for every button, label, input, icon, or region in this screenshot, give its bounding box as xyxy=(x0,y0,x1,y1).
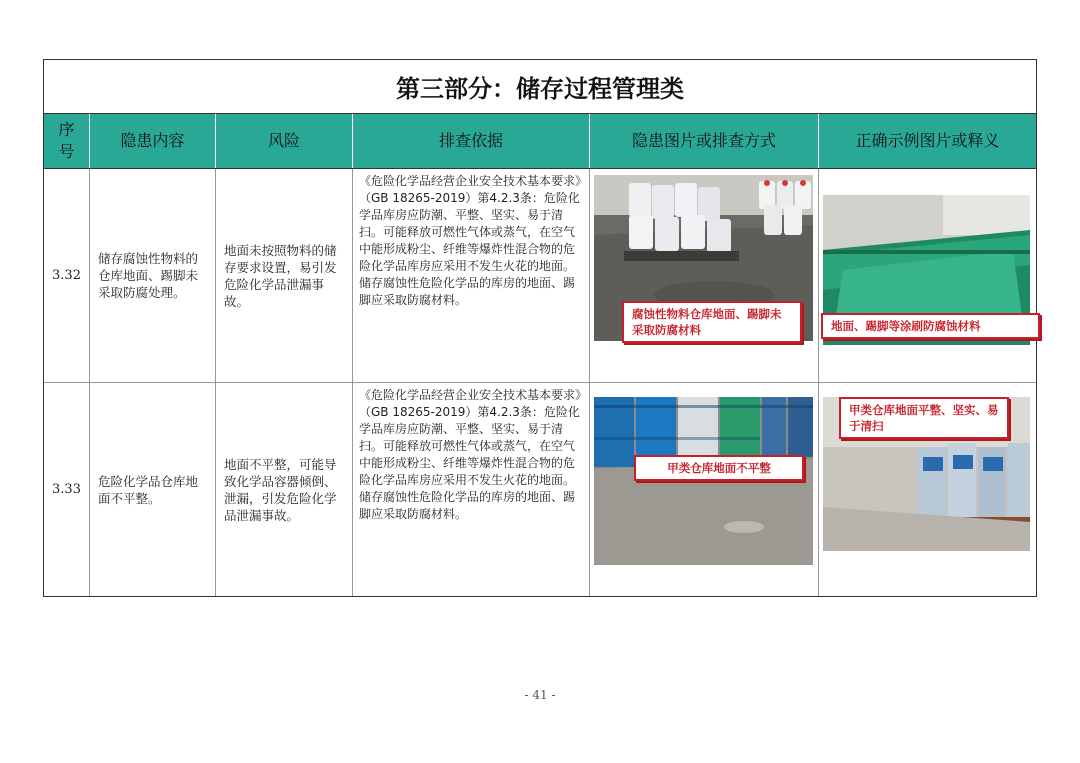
table-row xyxy=(44,169,1036,383)
header-index: 序号 xyxy=(44,114,90,168)
section-title: 第三部分：储存过程管理类 xyxy=(44,60,1036,114)
row-index: 3.32 xyxy=(44,169,90,382)
basis-content: 《危险化学品经营企业安全技术基本要求》（GB 18265-2019）第4.2.3条：危险化学品库房应防潮、平整、坚实、易于清扫。可能释放可燃性气体或蒸气，在空气中能形成粉尘、纤维等爆炸性混合物的危险化学品库房应采用不发生火花的地面。储存腐蚀性危险化学品的库房的地面、踢脚应采取防腐材料。 xyxy=(353,383,590,596)
hazard-content: 危险化学品仓库地面不平整。 xyxy=(90,383,216,596)
hazard-content: 储存腐蚀性物料的仓库地面、踢脚未采取防腐处理。 xyxy=(90,169,216,382)
hazard-callout: 腐蚀性物料仓库地面、踢脚未采取防腐材料 xyxy=(622,301,802,343)
header-hazard: 隐患内容 xyxy=(90,114,216,168)
header-hazard-image: 隐患图片或排查方式 xyxy=(590,114,819,168)
hazard-image-cell xyxy=(590,169,819,382)
table-row xyxy=(44,383,1036,596)
correct-image-cell xyxy=(819,169,1036,382)
table-header xyxy=(44,114,1036,169)
correct-callout: 地面、踢脚等涂刷防腐蚀材料 xyxy=(821,313,1040,339)
header-risk: 风险 xyxy=(216,114,353,168)
correct-callout: 甲类仓库地面平整、坚实、易于清扫 xyxy=(839,397,1009,439)
hazard-table xyxy=(43,59,1037,597)
risk-content: 地面未按照物料的储存要求设置，易引发危险化学品泄漏事故。 xyxy=(216,169,353,382)
page-number: - 41 - xyxy=(524,688,556,702)
basis-content: 《危险化学品经营企业安全技术基本要求》（GB 18265-2019）第4.2.3条：危险化学品库房应防潮、平整、坚实、易于清扫。可能释放可燃性气体或蒸气，在空气中能形成粉尘、纤维等爆炸性混合物的危险化学品库房应采用不发生火花的地面。储存腐蚀性危险化学品的库房的地面、踢脚应采取防腐材料。 xyxy=(353,169,590,382)
row-index: 3.33 xyxy=(44,383,90,596)
hazard-image-cell xyxy=(590,383,819,596)
hazard-photo xyxy=(594,397,813,565)
correct-image-cell xyxy=(819,383,1036,596)
hazard-callout: 甲类仓库地面不平整 xyxy=(634,455,804,481)
header-correct-example: 正确示例图片或释义 xyxy=(855,131,1000,150)
risk-content: 地面不平整，可能导致化学品容器倾倒、泄漏，引发危险化学品泄漏事故。 xyxy=(216,383,353,596)
header-basis: 排查依据 xyxy=(353,114,590,168)
